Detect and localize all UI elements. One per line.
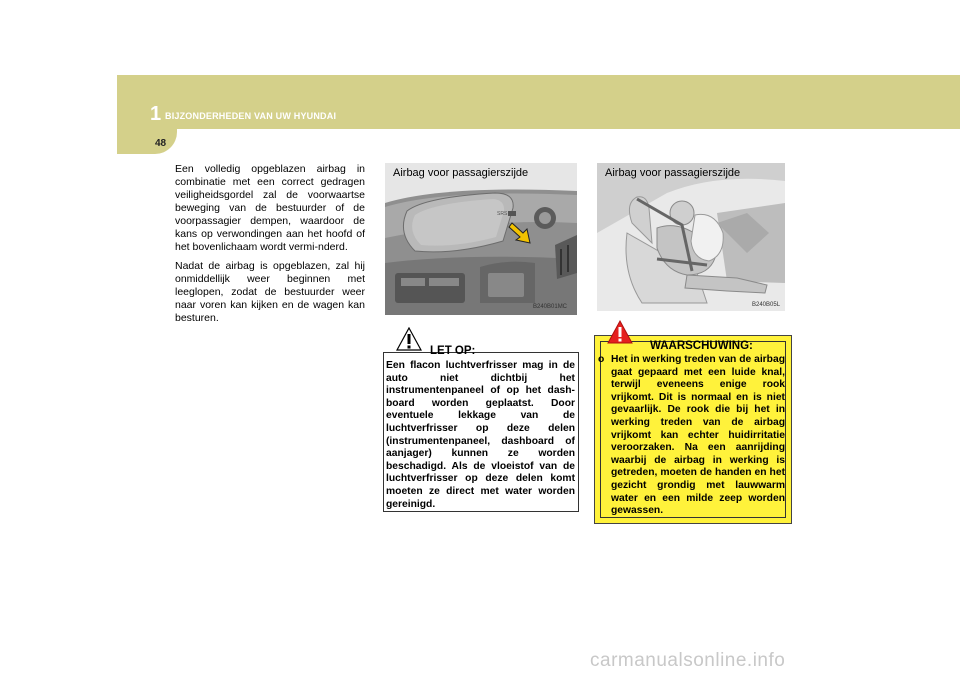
srs-emblem: SRS [497, 211, 508, 217]
body-paragraph-2: Nadat de airbag is opgeblazen, zal hij onmiddellijk weer beginnen met leeglopen, zodat de bestuurder weer naar voren kan kijken en de wagen kan besturen. [175, 260, 365, 324]
figure-deployed-airbag [597, 163, 785, 311]
watermark: carmanualsonline.info [590, 650, 786, 671]
figure-1-code: B240B01MC [533, 304, 568, 310]
figure-2-title: Airbag voor passagierszijde [605, 167, 741, 179]
caution-box [383, 345, 579, 512]
occupant-illustration [597, 163, 785, 311]
chapter-title: BIJZONDERHEDEN VAN UW HYUNDAI [165, 111, 337, 121]
dashboard-illustration [385, 163, 577, 315]
body-text [175, 163, 365, 331]
caution-triangle-icon [396, 327, 422, 351]
warning-triangle-icon [607, 320, 633, 344]
figure-1-title: Airbag voor passagierszijde [393, 167, 529, 179]
warning-title: WAARSCHUWING: [650, 340, 753, 352]
warning-bullet: o [598, 354, 605, 365]
figure-2-code: B240B05L [752, 302, 781, 308]
page-number-tab [117, 129, 177, 154]
figure-dashboard-airbag [385, 163, 577, 315]
body-paragraph-1: Een volledig opgeblazen airbag in combinatie met een correct gedragen veiligheidsgordel zal de voorwaartse beweging van de bestuurder of de voorpassagier dempen, waardoor de kans op verwondingen aan het hoofd of het bovenlichaam wordt vermi-nderd. [175, 163, 365, 253]
caution-text: Een flacon luchtverfrisser mag in de auto niet dichtbij het instrumentenpaneel of op het dash-board worden geplaatst. Door eventuele lekkage van de luchtverfrisser op deze delen (instrumentenpaneel, dashboard of aanjager) kunnen ze worden beschadigd. Als de vloeistof van de luchtverfrisser op deze delen komt moeten ze direct met water worden gereinigd. [386, 360, 575, 510]
chapter-number: 1 [150, 103, 162, 125]
warning-box [594, 335, 792, 524]
page-number: 48 [155, 138, 167, 149]
warning-text: Het in werking treden van de airbag gaat gepaard met een luide knal, terwijl eveneens enige rook vrijkomt. Dit is normaal en is niet gevaarlijk. De rook die bij het in werking treden van de airbag vrijkomt kan echter huidirritatie veroorzaken. Na een aanrijding waarbij de airbag in werking is getreden, moeten de handen en het gezicht grondig met lauwwarm water en een milde zeep worden gewassen. [611, 354, 785, 517]
caution-title: LET OP: [430, 345, 476, 357]
